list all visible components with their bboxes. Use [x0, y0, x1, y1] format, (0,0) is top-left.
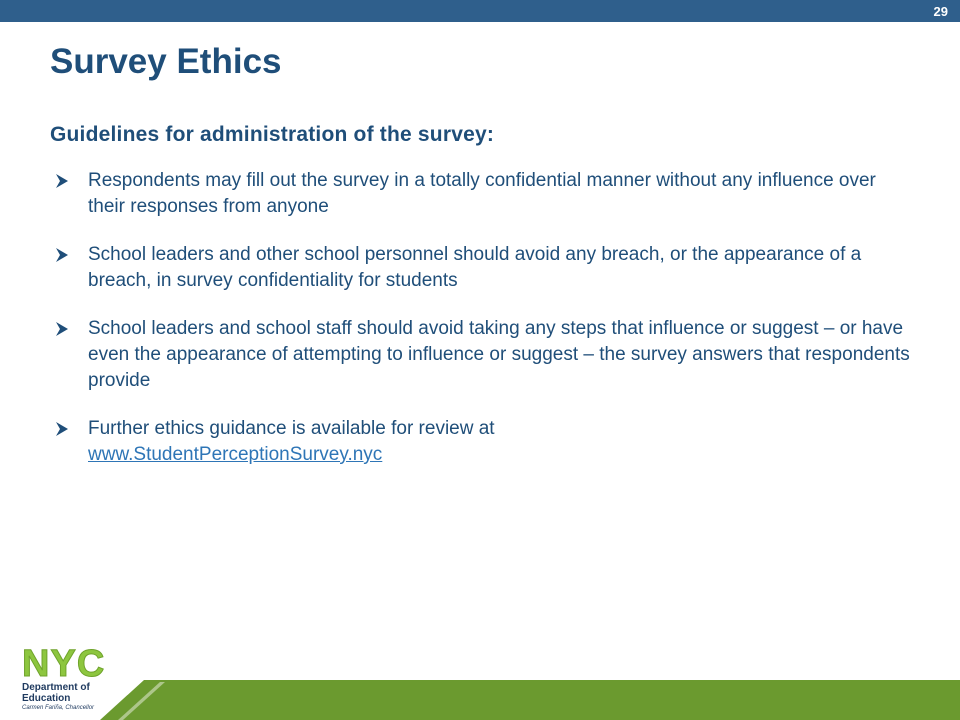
logo-education: Education — [22, 693, 71, 704]
bullet-item — [50, 416, 910, 468]
arrow-bullet-icon — [53, 416, 75, 442]
logo-letter-c: C — [76, 643, 105, 685]
nyc-doe-logo — [22, 643, 122, 718]
arrow-bullet-icon — [53, 168, 75, 194]
survey-website-link[interactable]: www.StudentPerceptionSurvey.nyc — [88, 444, 383, 465]
slide-subtitle: Guidelines for administration of the survey: — [50, 123, 495, 146]
bullet-text: School leaders and other school personnel should avoid any breach, or the appearance of a breach, in survey confidentiality for students — [88, 244, 862, 291]
arrow-bullet-icon — [53, 316, 75, 342]
logo-department: Department of — [22, 682, 90, 693]
logo-letter-n: N — [22, 643, 50, 685]
bullet-item — [50, 242, 910, 294]
footer-band — [0, 680, 960, 720]
bullet-item — [50, 168, 910, 220]
logo-letter-y: Y — [50, 643, 76, 685]
nyc-wordmark — [22, 643, 122, 685]
bullet-item — [50, 316, 910, 394]
arrow-bullet-icon — [53, 242, 75, 268]
bullet-text: Further ethics guidance is available for review at — [88, 418, 495, 439]
bullet-list — [50, 168, 910, 490]
logo-chancellor: Carmen Fariña, Chancellor — [22, 705, 95, 711]
bullet-text: School leaders and school staff should avoid taking any steps that influence or suggest – or have even the appearance of attempting to influence or suggest – the survey answers that respondents provide — [88, 318, 910, 391]
page-number: 29 — [933, 4, 948, 19]
slide-title: Survey Ethics — [50, 42, 282, 81]
bullet-text: Respondents may fill out the survey in a totally confidential manner without any influence over their responses from anyone — [88, 170, 876, 217]
top-bar — [0, 0, 960, 22]
